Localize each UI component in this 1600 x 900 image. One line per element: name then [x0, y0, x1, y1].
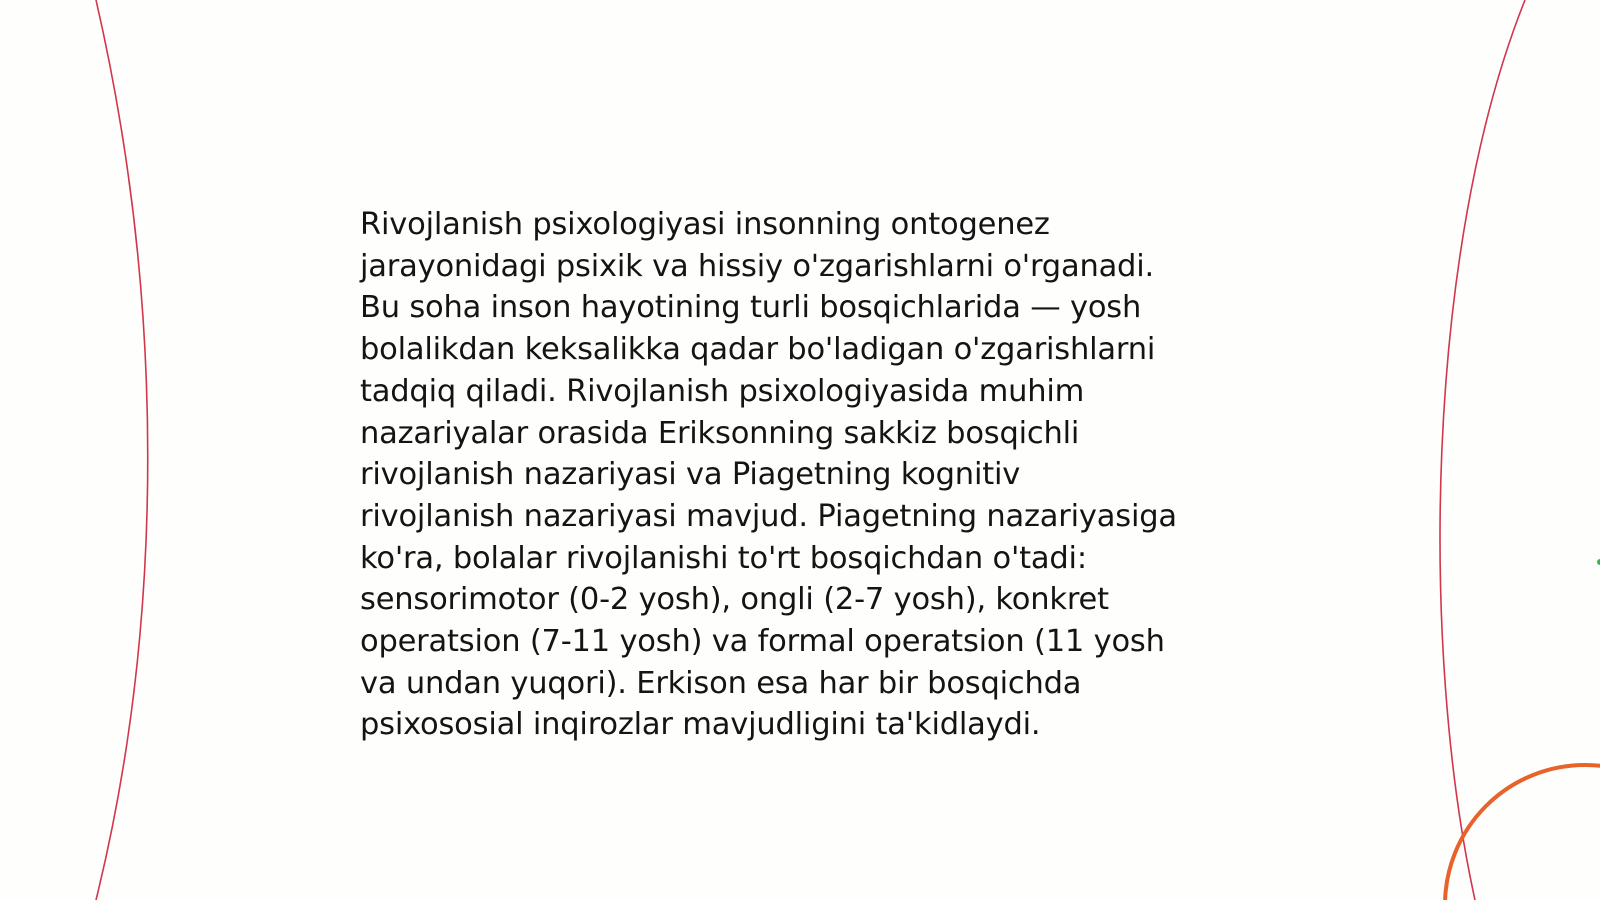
right-curve-line [1440, 0, 1525, 900]
body-paragraph: Rivojlanish psixologiyasi insonning ontogenez jarayonidagi psixik va hissiy o'zgarishlarni o'rganadi. Bu soha inson hayotining turli bosqichlarida — yosh bolalikdan keksalikka qadar bo'ladigan o'zgarishlarni tadqiq qiladi. Rivojlanish psixologiyasida muhim nazariyalar orasida Eriksonning sakkiz bosqichli rivojlanish nazariyasi va Piagetning kognitiv rivojlanish nazariyasi mavjud. Piagetning nazariyasiga ko'ra, bolalar rivojlanishi to'rt bosqichdan o'tadi: sensorimotor (0-2 yosh), ongli (2-7 yosh), konkret operatsion (7-11 yosh) va formal operatsion (11 yosh va undan yuqori). Erkison esa har bir bosqichda psixososial inqirozlar mavjudligini ta'kidlaydi. [360, 207, 1177, 743]
left-curve-line [96, 0, 148, 900]
orange-ring-decoration [1445, 765, 1600, 900]
